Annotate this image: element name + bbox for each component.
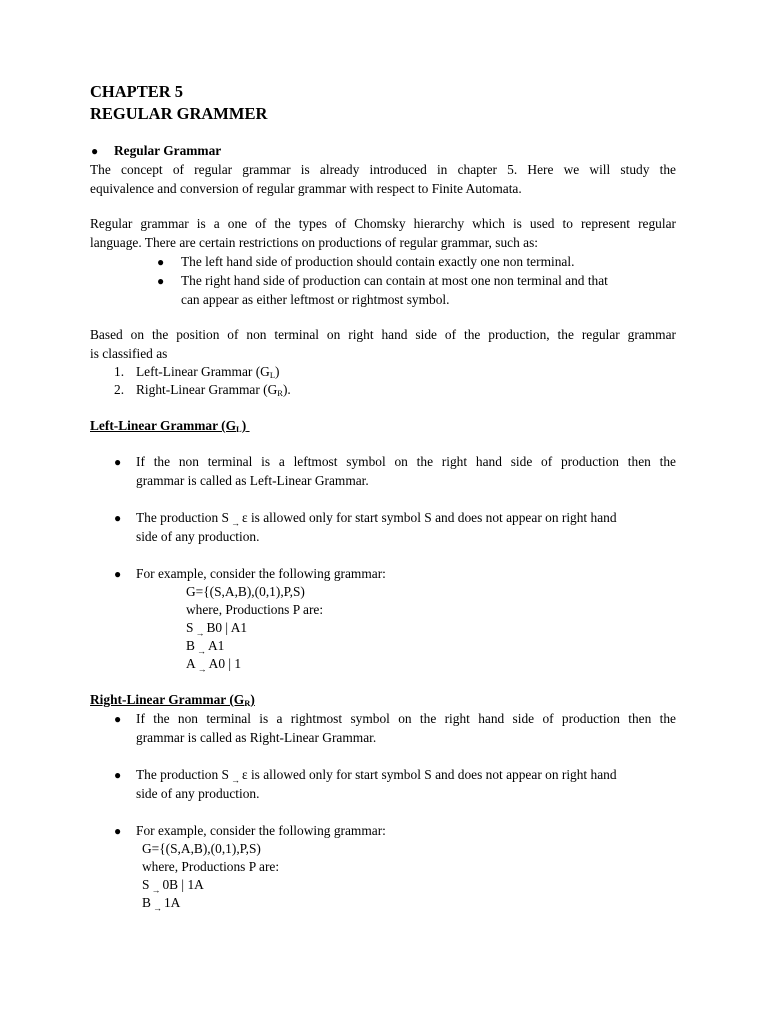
right-linear-bullet2-line2: side of any production.: [136, 786, 260, 801]
bullet-icon: ●: [114, 455, 122, 469]
right-linear-grammar-def: G={(S,A,B),(0,1),P,S): [142, 841, 261, 856]
left-linear-prod-3: A → A0 | 1: [186, 656, 242, 674]
bullet-icon: ●: [114, 567, 122, 581]
section-heading-regular-grammar: Regular Grammar: [114, 143, 222, 158]
bullet-icon: ●: [114, 824, 122, 838]
class-list-num-1: 1.: [114, 364, 125, 379]
right-linear-heading: Right-Linear Grammar $(G_R)$: [90, 692, 255, 708]
right-linear-bullet2-line1: The production S → ε is allowed only for start symbol S and does not appear on right hand: [136, 767, 617, 785]
bullet-icon: ●: [91, 144, 99, 158]
class-list-num-2: 2.: [114, 382, 125, 397]
right-linear-where: where, Productions P are:: [142, 859, 280, 874]
left-linear-bullet2-line1: The production S → ε is allowed only for start symbol S and does not appear on right hand: [136, 510, 617, 528]
chapter-number: CHAPTER 5: [90, 82, 184, 101]
right-linear-prod-1: S → 0B | 1A: [142, 877, 204, 895]
left-linear-grammar-def: G={(S,A,B),(0,1),P,S): [186, 584, 305, 599]
left-linear-bullet1-line2: grammar is called as Left-Linear Grammar.: [136, 473, 369, 488]
bullet-icon: ●: [114, 768, 122, 782]
bullet-icon: ●: [157, 274, 165, 288]
right-linear-bullet1-line1: If the non terminal is a rightmost symbol on the right hand side of production then the: [136, 711, 676, 726]
intro-line-1: The concept of regular grammar is already introduced in chapter 5. Here we will study the: [90, 162, 676, 177]
para3-line-2: is classified as: [90, 346, 168, 361]
left-linear-bullet1-line1: If the non terminal is a leftmost symbol on the right hand side of production then the: [136, 454, 676, 469]
bullet-icon: ●: [114, 712, 122, 726]
left-linear-prod-2: B → A1: [186, 638, 225, 656]
intro-line-2: equivalence and conversion of regular grammar with respect to Finite Automata.: [90, 181, 522, 196]
para2-line-1: Regular grammar is a one of the types of Chomsky hierarchy which is used to represent regular: [90, 216, 676, 231]
left-linear-bullet3: For example, consider the following grammar:: [136, 566, 386, 581]
class-list-item-right-linear: Right-Linear Grammar $(G_R)$.: [136, 382, 291, 398]
left-linear-bullet2-line2: side of any production.: [136, 529, 260, 544]
right-linear-bullet1-line2: grammar is called as Right-Linear Grammar.: [136, 730, 377, 745]
restriction-1: The left hand side of production should contain exactly one non terminal.: [181, 254, 575, 269]
para3-line-1: Based on the position of non terminal on right hand side of the production, the regular grammar: [90, 327, 676, 342]
bullet-icon: ●: [114, 511, 122, 525]
restriction-2-line-2: can appear as either leftmost or rightmost symbol.: [181, 292, 450, 307]
right-linear-bullet3: For example, consider the following grammar:: [136, 823, 386, 838]
left-linear-prod-1: S → B0 | A1: [186, 620, 248, 638]
chapter-title: REGULAR GRAMMER: [90, 104, 268, 123]
restriction-2-line-1: The right hand side of production can contain at most one non terminal and that: [181, 273, 608, 288]
class-list-item-left-linear: Left-Linear Grammar $(G_L)$: [136, 364, 280, 380]
right-linear-prod-2: B → 1A: [142, 895, 181, 913]
bullet-icon: ●: [157, 255, 165, 269]
left-linear-heading: Left-Linear Grammar $(G_L)$: [90, 418, 247, 434]
para2-line-2: language. There are certain restrictions on productions of regular grammar, such as:: [90, 235, 539, 250]
left-linear-where: where, Productions P are:: [186, 602, 324, 617]
